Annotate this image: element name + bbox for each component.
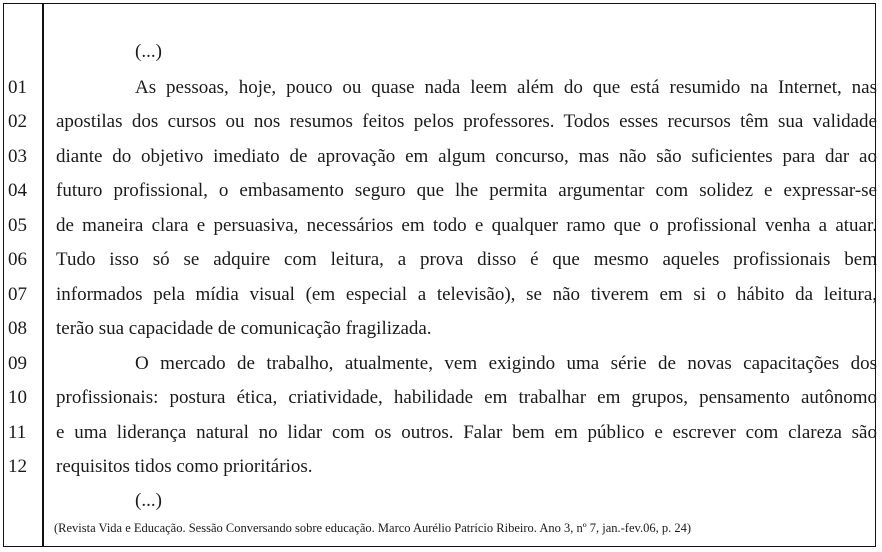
line-number: 12: [8, 456, 27, 477]
line-number: 04: [8, 180, 27, 201]
line-number: 03: [8, 146, 27, 167]
text-line: de maneira clara e persuasiva, necessários em todo e qualquer ramo que o profissional venha a atuar.: [56, 215, 877, 236]
text-line: informados pela mídia visual (em especial a televisão), se não tiverem em si o hábito da leitura,: [56, 284, 877, 305]
line-number: 02: [8, 111, 27, 132]
text-line: As pessoas, hoje, pouco ou quase nada leem além do que está resumido na Internet, nas: [135, 77, 877, 98]
line-number: 10: [8, 387, 27, 408]
text-line: requisitos tidos como prioritários.: [56, 456, 313, 477]
ellipsis-close: (...): [135, 490, 162, 511]
line-number: 07: [8, 284, 27, 305]
line-number: 06: [8, 249, 27, 270]
line-number: 11: [8, 422, 27, 443]
citation: (Revista Vida e Educação. Sessão Conversando sobre educação. Marco Aurélio Patrício Ribeiro. Ano 3, nº 7, jan.-fev.06, p. 24): [54, 521, 691, 535]
text-line: terão sua capacidade de comunicação fragilizada.: [56, 318, 432, 339]
text-line: Tudo isso só se adquire com leitura, a prova disso é que mesmo aqueles profissionais bem: [56, 249, 877, 270]
text-line: e uma liderança natural no lidar com os outros. Falar bem em público e escrever com clareza são: [56, 422, 877, 443]
text-line: diante do objetivo imediato de aprovação em algum concurso, mas não são suficientes para dar ao: [56, 146, 877, 167]
line-number-divider: [42, 3, 44, 547]
ellipsis-open: (...): [135, 41, 162, 62]
text-line: profissionais: postura ética, criatividade, habilidade em trabalhar em grupos, pensamento autônomo: [56, 387, 877, 408]
text-line: futuro profissional, o embasamento seguro que lhe permita argumentar com solidez e expressar-se: [56, 180, 877, 201]
text-line: apostilas dos cursos ou nos resumos feitos pelos professores. Todos esses recursos têm sua validade: [56, 111, 877, 132]
line-number: 08: [8, 318, 27, 339]
line-number: 01: [8, 77, 27, 98]
text-line: O mercado de trabalho, atualmente, vem exigindo uma série de novas capacitações dos: [135, 353, 877, 374]
line-number: 09: [8, 353, 27, 374]
line-number: 05: [8, 215, 27, 236]
